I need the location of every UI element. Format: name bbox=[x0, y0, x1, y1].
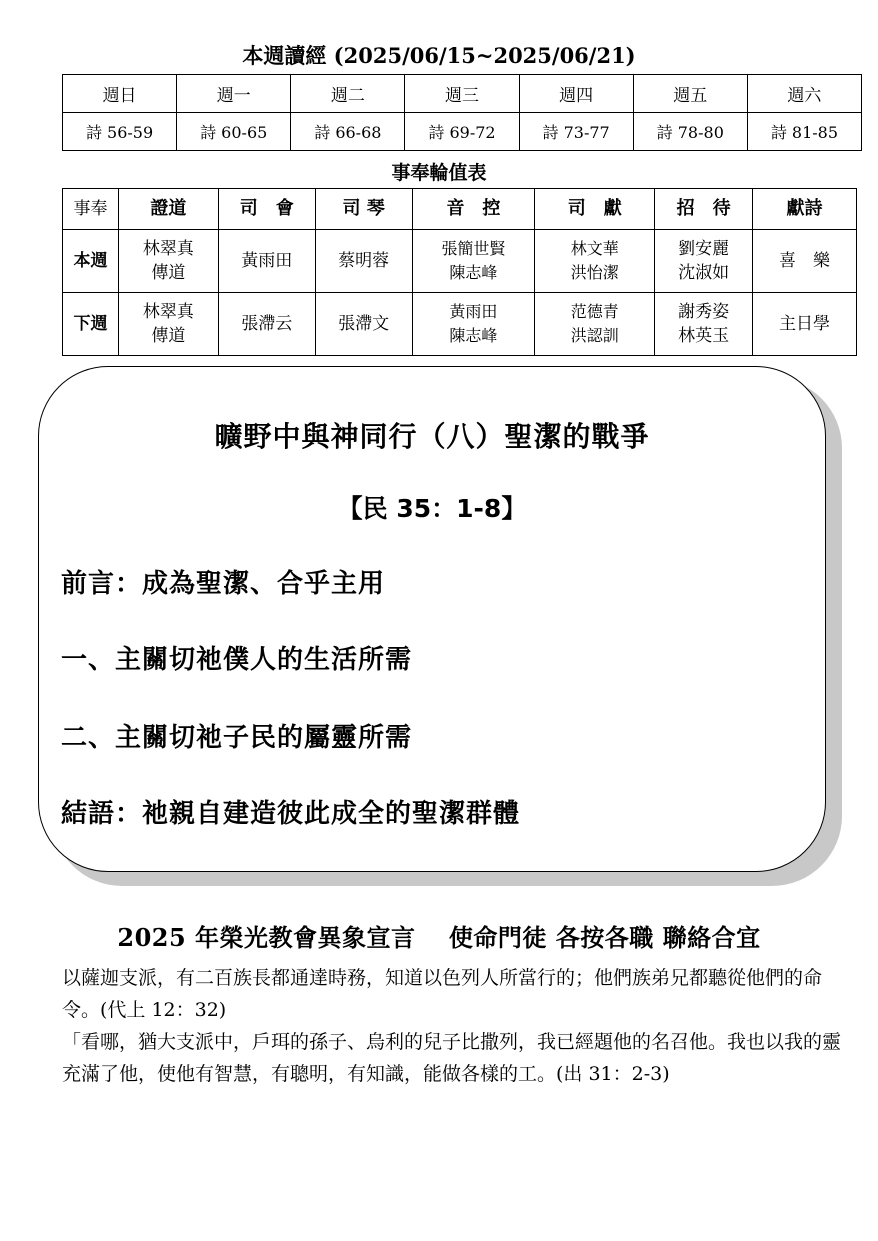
name-line: 洪怡潔 bbox=[570, 263, 619, 282]
name-line: 沈淑如 bbox=[678, 263, 730, 283]
name-line: 黃雨田 bbox=[449, 302, 498, 321]
day-cell: 週四 bbox=[519, 75, 633, 113]
name-line: 張簡世賢 bbox=[441, 239, 506, 258]
name-line: 主日學 bbox=[779, 314, 831, 334]
header-cell: 事奉 bbox=[63, 189, 119, 230]
reading-days-row bbox=[63, 75, 862, 113]
day-cell: 週六 bbox=[747, 75, 861, 113]
reading-passages-row bbox=[63, 113, 862, 151]
name-line: 范德青 bbox=[570, 302, 619, 321]
header-cell: 招 待 bbox=[655, 189, 753, 230]
sermon-title: 曠野中與神同行（八）聖潔的戰爭 bbox=[214, 420, 650, 453]
name-line: 謝秀姿 bbox=[678, 302, 730, 322]
day-cell: 週一 bbox=[177, 75, 291, 113]
duty-cell bbox=[412, 293, 535, 356]
duty-cell bbox=[118, 293, 218, 356]
name-line: 林翠真 bbox=[142, 239, 194, 259]
row-label: 本週 bbox=[63, 230, 119, 293]
duty-cell bbox=[315, 293, 412, 356]
name-line: 傳道 bbox=[151, 263, 186, 283]
vision-statement: 2025 年榮光教會異象宣言 使命門徒 各按各職 聯絡合宜 bbox=[117, 923, 761, 952]
name-line: 張滯文 bbox=[338, 314, 390, 334]
name-line: 劉安麗 bbox=[678, 239, 730, 259]
header-cell: 音 控 bbox=[412, 189, 535, 230]
duty-cell bbox=[753, 293, 857, 356]
duty-header-row bbox=[63, 189, 857, 230]
name-line: 林翠真 bbox=[142, 302, 194, 322]
sermon-reference: 【民 35：1-8】 bbox=[337, 494, 527, 523]
duty-cell bbox=[118, 230, 218, 293]
duty-cell bbox=[315, 230, 412, 293]
sermon-point: 二、主關切祂子民的屬靈所需 bbox=[61, 723, 413, 753]
passage-cell: 詩 81-85 bbox=[747, 113, 861, 151]
duty-cell bbox=[535, 230, 655, 293]
sermon-box bbox=[38, 366, 826, 872]
passage-cell: 詩 73-77 bbox=[519, 113, 633, 151]
duty-cell bbox=[218, 293, 315, 356]
duty-row-next-week bbox=[63, 293, 857, 356]
duty-row-this-week bbox=[63, 230, 857, 293]
sermon-point: 結語：祂親自建造彼此成全的聖潔群體 bbox=[61, 799, 521, 829]
duty-cell bbox=[218, 230, 315, 293]
name-line: 洪認訓 bbox=[570, 326, 619, 345]
scripture-paragraph: 以薩迦支派，有二百族長都通達時務，知道以色列人所當行的；他們族弟兄都聽從他們的命令。(代上 12：32) bbox=[62, 967, 823, 1021]
duty-cell bbox=[655, 230, 753, 293]
passage-cell: 詩 69-72 bbox=[405, 113, 519, 151]
name-line: 陳志峰 bbox=[449, 263, 498, 282]
day-cell: 週二 bbox=[291, 75, 405, 113]
header-cell: 獻詩 bbox=[753, 189, 857, 230]
name-line: 蔡明蓉 bbox=[338, 251, 390, 271]
duty-cell bbox=[535, 293, 655, 356]
passage-cell: 詩 60-65 bbox=[177, 113, 291, 151]
reading-table bbox=[62, 74, 862, 151]
header-cell: 司 獻 bbox=[535, 189, 655, 230]
sermon-point: 前言：成為聖潔、合乎主用 bbox=[61, 569, 386, 599]
duty-cell bbox=[655, 293, 753, 356]
sermon-point: 一、主關切祂僕人的生活所需 bbox=[61, 645, 413, 675]
scripture-paragraph: 「看哪，猶大支派中，戶珥的孫子、烏利的兒子比撒列，我已經題他的名召他。我也以我的靈充滿了他，使他有智慧，有聰明，有知識，能做各樣的工。(出 31：2-3) bbox=[62, 1031, 842, 1085]
name-line: 林文華 bbox=[570, 239, 619, 258]
day-cell: 週三 bbox=[405, 75, 519, 113]
duty-cell bbox=[412, 230, 535, 293]
header-cell: 證道 bbox=[118, 189, 218, 230]
name-line: 喜 樂 bbox=[779, 251, 831, 271]
name-line: 黃雨田 bbox=[241, 251, 293, 271]
passage-cell: 詩 78-80 bbox=[633, 113, 747, 151]
name-line: 林英玉 bbox=[678, 326, 730, 346]
day-cell: 週五 bbox=[633, 75, 747, 113]
reading-title: 本週讀經 (2025/06/15~2025/06/21) bbox=[242, 43, 636, 68]
day-cell: 週日 bbox=[63, 75, 177, 113]
duty-table bbox=[62, 188, 857, 356]
name-line: 張滯云 bbox=[241, 314, 293, 334]
name-line: 陳志峰 bbox=[449, 326, 498, 345]
header-cell: 司 琴 bbox=[315, 189, 412, 230]
duty-cell bbox=[753, 230, 857, 293]
passage-cell: 詩 56-59 bbox=[63, 113, 177, 151]
duty-title: 事奉輪值表 bbox=[391, 162, 487, 184]
header-cell: 司 會 bbox=[218, 189, 315, 230]
name-line: 傳道 bbox=[151, 326, 186, 346]
passage-cell: 詩 66-68 bbox=[291, 113, 405, 151]
row-label: 下週 bbox=[63, 293, 119, 356]
